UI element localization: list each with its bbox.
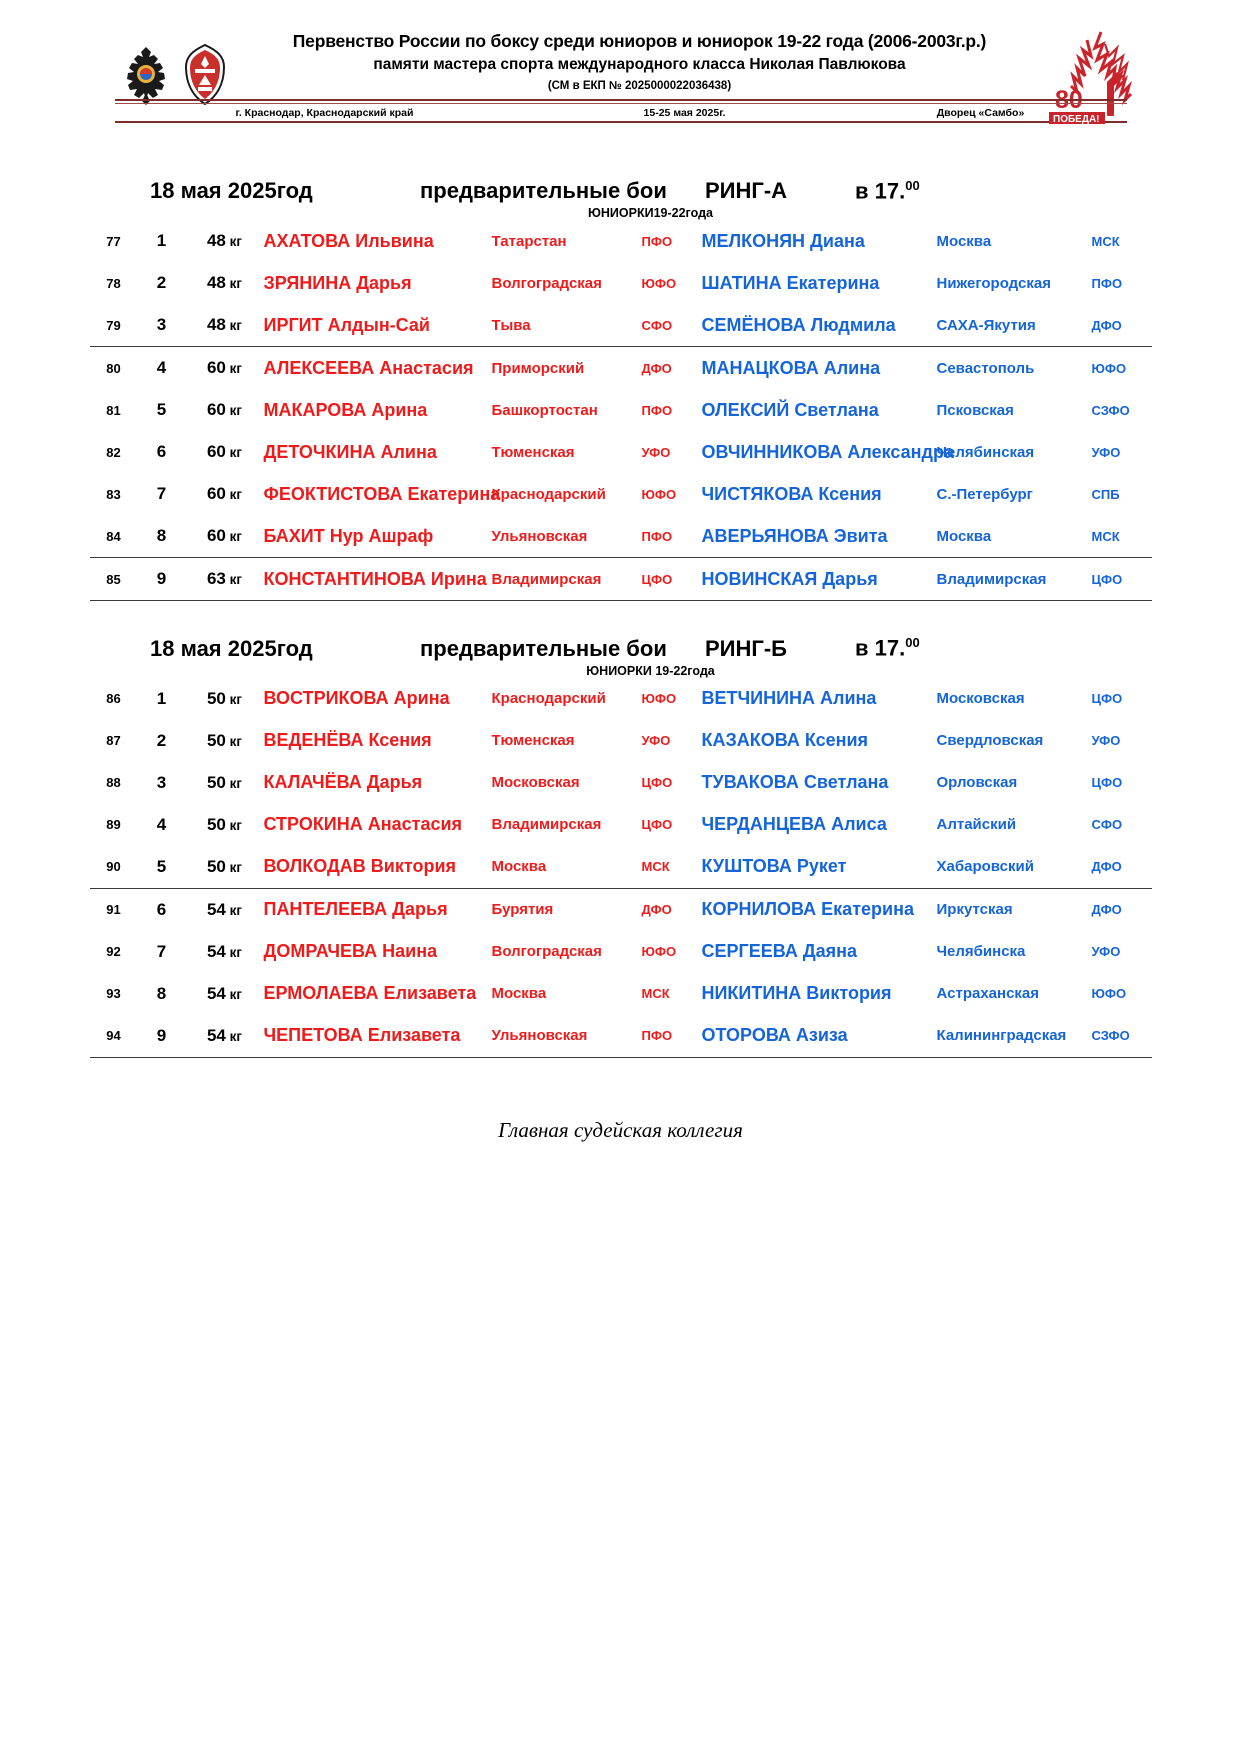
weight-class [186, 720, 264, 762]
bout-number: 92 [106, 944, 121, 960]
section-title-row [0, 635, 1241, 661]
weight-value: 54 [206, 983, 226, 1003]
blue-corner-district: ЦФО [1091, 691, 1123, 707]
weight-unit: кг [225, 817, 243, 833]
blue-corner-district: ПФО [1091, 275, 1123, 291]
table-row [90, 473, 1152, 515]
red-corner-district: ПФО [642, 515, 702, 558]
bout-order: 7 [156, 484, 167, 504]
russia-ministry-sport-emblem [180, 43, 230, 107]
red-corner-region: Бурятия [491, 901, 554, 919]
weight-class [186, 515, 264, 558]
blue-corner-name: ВЕТЧИНИНА Алина [701, 688, 877, 709]
table-row [90, 1015, 1152, 1058]
blue-corner-district: УФО [1091, 733, 1121, 749]
red-corner-region: Тыва [492, 304, 642, 347]
russia-boxing-federation-emblem [118, 43, 174, 107]
blue-corner-district: ЦФО [1091, 775, 1123, 791]
bout-order: 7 [156, 941, 167, 961]
red-corner-region: Владимирская [491, 816, 602, 834]
table-row [90, 762, 1152, 804]
bout-number: 89 [106, 817, 121, 833]
section-time-minutes: 00 [905, 635, 920, 651]
red-corner-district: ЦФО [642, 558, 702, 601]
blue-corner-name: КАЗАКОВА Ксения [701, 730, 869, 751]
weight-class [186, 1015, 264, 1058]
blue-corner-district: ДФО [1092, 846, 1152, 889]
table-row [90, 720, 1152, 762]
bout-number: 86 [106, 691, 121, 707]
red-corner-district: ЮФО [641, 944, 677, 960]
section-ring: РИНГ-А [705, 178, 788, 204]
red-corner-district: ПФО [642, 1015, 702, 1058]
red-corner-name: ЕРМОЛАЕВА Елизавета [263, 983, 477, 1004]
event-registry-code: (СМ в ЕКП № 2025000022036438) [547, 80, 732, 93]
bout-order: 8 [138, 515, 186, 558]
blue-corner-name: НОВИНСКАЯ Дарья [702, 558, 937, 601]
red-corner-name: АХАТОВА Ильвина [263, 230, 434, 251]
red-corner-district: ЦФО [641, 775, 673, 791]
weight-unit: кг [225, 691, 243, 707]
red-corner-region: Ульяновская [492, 515, 642, 558]
event-title: Первенство России по боксу среди юниоров и юниорок 19-22 года (2006-2003г.р.) [292, 31, 987, 51]
blue-corner-region: С.-Петербург [936, 485, 1033, 503]
blue-corner-name: ШАТИНА Екатерина [701, 272, 880, 293]
section-subtitle: ЮНИОРКИ 19-22года [586, 663, 715, 678]
venue-dates: 15-25 мая 2025г. [643, 106, 726, 119]
weight-unit: кг [225, 775, 243, 791]
table-row [90, 389, 1152, 431]
weight-value: 50 [206, 688, 226, 708]
bout-number: 78 [106, 275, 121, 291]
weight-unit: кг [225, 902, 243, 918]
weight-class [186, 220, 264, 262]
venue-place: Дворец «Самбо» [936, 106, 1025, 119]
table-row [90, 888, 1152, 931]
footer-note: Главная судейская коллегия [498, 1117, 743, 1142]
weight-value: 54 [206, 899, 226, 919]
red-corner-region: Владимирская [492, 558, 642, 601]
section-subtitle: ЮНИОРКИ19-22года [588, 206, 713, 221]
weight-value: 54 [206, 1025, 226, 1045]
red-corner-name: ЧЕПЕТОВА Елизавета [264, 1015, 492, 1058]
weight-unit: кг [225, 487, 243, 503]
weight-value: 60 [206, 442, 226, 462]
red-corner-name: ВОЛКОДАВ Виктория [264, 846, 492, 889]
blue-corner-name: ЧЕРДАНЦЕВА Алиса [701, 814, 887, 835]
blue-corner-name: НИКИТИНА Виктория [701, 983, 892, 1004]
venue-info-row [115, 107, 1127, 119]
red-corner-region: Приморский [491, 359, 585, 377]
table-row [90, 678, 1152, 720]
blue-corner-region: Владимирская [937, 558, 1092, 601]
weight-value: 60 [206, 526, 226, 546]
section-date: 18 мая 2025год [150, 178, 313, 204]
blue-corner-district: СЗФО [1092, 1015, 1152, 1058]
section-date: 18 мая 2025год [150, 635, 313, 661]
red-corner-district: ПФО [641, 233, 673, 249]
red-corner-region: Башкортостан [491, 401, 598, 419]
blue-corner-district: СПБ [1091, 486, 1120, 502]
red-corner-region: Краснодарский [491, 690, 606, 708]
red-corner-region: Волгоградская [491, 943, 602, 961]
bout-number: 94 [90, 1015, 138, 1058]
table-row [90, 347, 1152, 390]
weight-class [186, 931, 264, 973]
event-subtitle: памяти мастера спорта международного класса Николая Павлюкова [373, 55, 906, 73]
red-corner-district: ЦФО [641, 817, 673, 833]
red-corner-district: МСК [642, 846, 702, 889]
table-row [90, 515, 1152, 558]
red-corner-name: БАХИТ Нур Ашраф [264, 515, 492, 558]
red-corner-region: Татарстан [491, 232, 567, 250]
bout-number: 83 [106, 486, 121, 502]
weight-value: 48 [206, 231, 226, 251]
weight-unit: кг [225, 944, 243, 960]
blue-corner-region: Москва [937, 515, 1092, 558]
red-corner-district: ДФО [641, 902, 672, 918]
weight-value: 50 [206, 856, 226, 876]
section-time [855, 178, 995, 204]
bout-order: 9 [138, 558, 186, 601]
bout-table [90, 220, 1152, 601]
weight-value: 48 [206, 315, 226, 335]
blue-corner-region: Псковская [936, 401, 1014, 419]
bout-section [0, 601, 1241, 1057]
bout-order: 2 [156, 730, 167, 750]
blue-corner-region: Свердловская [936, 732, 1044, 750]
blue-corner-name: ОВЧИННИКОВА Александра [701, 441, 954, 462]
weight-value: 60 [206, 484, 226, 504]
red-corner-region: Москва [492, 846, 642, 889]
table-row [90, 973, 1152, 1015]
red-corner-district: ЮФО [641, 486, 677, 502]
weight-unit: кг [225, 986, 243, 1002]
section-stage: предварительные бои [420, 178, 667, 204]
sections-container [0, 140, 1241, 1058]
blue-corner-region: Алтайский [936, 816, 1017, 834]
weight-value: 60 [206, 358, 226, 378]
red-corner-name: ФЕОКТИСТОВА Екатерина [263, 483, 501, 504]
red-corner-region: Москва [491, 985, 547, 1003]
bout-order: 5 [138, 846, 186, 889]
red-corner-district: ЮФО [641, 691, 677, 707]
bout-order: 3 [156, 772, 167, 792]
bout-order: 1 [156, 231, 167, 251]
bout-number: 91 [106, 902, 121, 918]
weight-class [186, 431, 264, 473]
table-row [90, 804, 1152, 846]
blue-corner-region: Астраханская [936, 985, 1040, 1003]
table-row [90, 220, 1152, 262]
venue-city: г. Краснодар, Краснодарский край [235, 106, 414, 119]
red-corner-district: УФО [641, 733, 671, 749]
table-row [90, 262, 1152, 304]
weight-unit: кг [225, 234, 243, 250]
weight-class [186, 473, 264, 515]
weight-value: 60 [206, 400, 226, 420]
section-spacer [0, 140, 1241, 178]
weight-unit: кг [225, 529, 243, 545]
weight-unit: кг [225, 403, 243, 419]
blue-corner-region: Калининградская [937, 1015, 1092, 1058]
blue-corner-region: Челябинска [936, 943, 1026, 961]
blue-corner-region: Московская [936, 690, 1025, 708]
red-corner-region: Волгоградская [491, 274, 602, 292]
section-time-value: в 17. [855, 178, 906, 204]
red-corner-region: Тюменская [491, 443, 575, 461]
red-corner-name: ДЕТОЧКИНА Алина [263, 441, 437, 462]
section-time [855, 635, 995, 661]
bout-section [0, 140, 1241, 601]
section-spacer [0, 601, 1241, 635]
blue-corner-district: СФО [1091, 817, 1123, 833]
red-corner-region: Краснодарский [491, 485, 606, 503]
victory-badge-text: ПОБЕДА! [1053, 114, 1100, 125]
weight-class [186, 389, 264, 431]
red-corner-name: ВЕДЕНЁВА Ксения [263, 730, 432, 751]
bout-number: 85 [90, 558, 138, 601]
blue-corner-name: МАНАЦКОВА Алина [701, 357, 881, 378]
bout-table [90, 678, 1152, 1058]
bout-order: 1 [156, 688, 167, 708]
blue-corner-region: Хабаровский [937, 846, 1092, 889]
document-header [0, 0, 1241, 140]
weight-unit: кг [225, 1028, 243, 1044]
weight-class [186, 262, 264, 304]
red-corner-name: ПАНТЕЛЕЕВА Дарья [263, 899, 448, 920]
section-stage: предварительные бои [420, 635, 667, 661]
bout-order: 5 [156, 400, 167, 420]
bout-order: 3 [138, 304, 186, 347]
weight-value: 50 [206, 814, 226, 834]
blue-corner-name: ЧИСТЯКОВА Ксения [701, 483, 882, 504]
blue-corner-region: Иркутская [936, 901, 1013, 919]
weight-value: 54 [206, 941, 226, 961]
weight-unit: кг [225, 572, 243, 588]
blue-corner-name: АВЕРЬЯНОВА Эвита [702, 515, 937, 558]
red-corner-name: АЛЕКСЕЕВА Анастасия [263, 357, 474, 378]
blue-corner-district: СЗФО [1091, 402, 1130, 418]
red-corner-region: Тюменская [491, 732, 575, 750]
red-corner-region: Московская [491, 774, 580, 792]
blue-corner-district: ДФО [1091, 902, 1122, 918]
blue-corner-region: Севастополь [936, 359, 1035, 377]
weight-class [186, 804, 264, 846]
bout-number: 80 [106, 360, 121, 376]
bout-order: 9 [138, 1015, 186, 1058]
weight-unit: кг [225, 733, 243, 749]
blue-corner-name: КУШТОВА Рукет [702, 846, 937, 889]
bout-number: 87 [106, 733, 121, 749]
weight-unit: кг [225, 318, 243, 334]
weight-class [186, 347, 264, 390]
weight-class [186, 762, 264, 804]
blue-corner-region: САХА-Якутия [937, 304, 1092, 347]
weight-class [186, 973, 264, 1015]
weight-class [186, 304, 264, 347]
blue-corner-district: УФО [1091, 944, 1121, 960]
weight-value: 63 [206, 569, 226, 589]
bout-order: 6 [156, 442, 167, 462]
blue-corner-district: МСК [1092, 515, 1152, 558]
weight-unit: кг [225, 859, 243, 875]
bout-order: 4 [156, 358, 167, 378]
victory-80-anniversary-badge [1043, 30, 1133, 128]
blue-corner-region: Нижегородская [936, 274, 1051, 292]
bout-number: 81 [106, 402, 121, 418]
weight-value: 48 [206, 273, 226, 293]
section-time-minutes: 00 [905, 178, 920, 193]
weight-value: 50 [206, 772, 226, 792]
red-corner-district: МСК [641, 986, 670, 1002]
red-corner-district: СФО [642, 304, 702, 347]
bout-number: 79 [90, 304, 138, 347]
red-corner-name: КАЛАЧЁВА Дарья [263, 772, 423, 793]
red-corner-name: ВОСТРИКОВА Арина [263, 688, 450, 709]
table-row [90, 304, 1152, 347]
bout-number: 93 [106, 986, 121, 1002]
weight-class [186, 678, 264, 720]
red-corner-region: Ульяновская [492, 1015, 642, 1058]
red-corner-name: СТРОКИНА Анастасия [263, 814, 463, 835]
section-time-value: в 17. [855, 635, 906, 661]
bout-number: 88 [106, 775, 121, 791]
bout-order: 8 [156, 983, 167, 1003]
blue-corner-name: ОТОРОВА Азиза [702, 1015, 937, 1058]
blue-corner-district: ЮФО [1091, 986, 1127, 1002]
red-corner-name: ИРГИТ Алдын-Сай [264, 304, 492, 347]
blue-corner-name: СЕРГЕЕВА Даяна [701, 941, 858, 962]
section-ring: РИНГ-Б [705, 635, 787, 661]
blue-corner-district: МСК [1091, 233, 1120, 249]
bout-number: 84 [90, 515, 138, 558]
table-row [90, 931, 1152, 973]
red-corner-district: УФО [641, 444, 671, 460]
table-row [90, 431, 1152, 473]
blue-corner-name: КОРНИЛОВА Екатерина [701, 899, 914, 920]
header-divider-bottom [115, 121, 1127, 123]
blue-corner-region: Москва [936, 232, 992, 250]
blue-corner-district: ЮФО [1091, 360, 1127, 376]
blue-corner-district: ЦФО [1092, 558, 1152, 601]
weight-unit: кг [225, 445, 243, 461]
bout-order: 4 [156, 814, 167, 834]
weight-value: 50 [206, 730, 226, 750]
blue-corner-name: ТУВАКОВА Светлана [701, 772, 889, 793]
red-corner-district: ПФО [641, 402, 673, 418]
bout-number: 90 [90, 846, 138, 889]
section-title-row [0, 178, 1241, 204]
blue-corner-name: МЕЛКОНЯН Диана [701, 230, 865, 251]
header-title-block [242, 30, 1000, 97]
table-row [90, 846, 1152, 889]
weight-class [186, 558, 264, 601]
red-corner-district: ДФО [641, 360, 672, 376]
header-divider [115, 99, 1127, 104]
red-corner-name: КОНСТАНТИНОВА Ирина [264, 558, 492, 601]
bout-order: 2 [156, 273, 167, 293]
weight-unit: кг [225, 361, 243, 377]
bout-order: 6 [156, 899, 167, 919]
bout-number: 77 [106, 233, 121, 249]
red-corner-name: ЗРЯНИНА Дарья [263, 272, 412, 293]
blue-corner-name: ОЛЕКСИЙ Светлана [701, 399, 879, 420]
bout-number: 82 [106, 444, 121, 460]
red-corner-name: МАКАРОВА Арина [263, 399, 428, 420]
blue-corner-name: СЕМЁНОВА Людмила [702, 304, 937, 347]
blue-corner-district: УФО [1091, 444, 1121, 460]
weight-unit: кг [225, 276, 243, 292]
blue-corner-region: Орловская [936, 774, 1018, 792]
blue-corner-region: Челябинская [936, 443, 1035, 461]
table-row [90, 558, 1152, 601]
red-corner-district: ЮФО [641, 275, 677, 291]
weight-class [186, 888, 264, 931]
blue-corner-district: ДФО [1092, 304, 1152, 347]
red-corner-name: ДОМРАЧЕВА Наина [263, 941, 438, 962]
weight-class [186, 846, 264, 889]
